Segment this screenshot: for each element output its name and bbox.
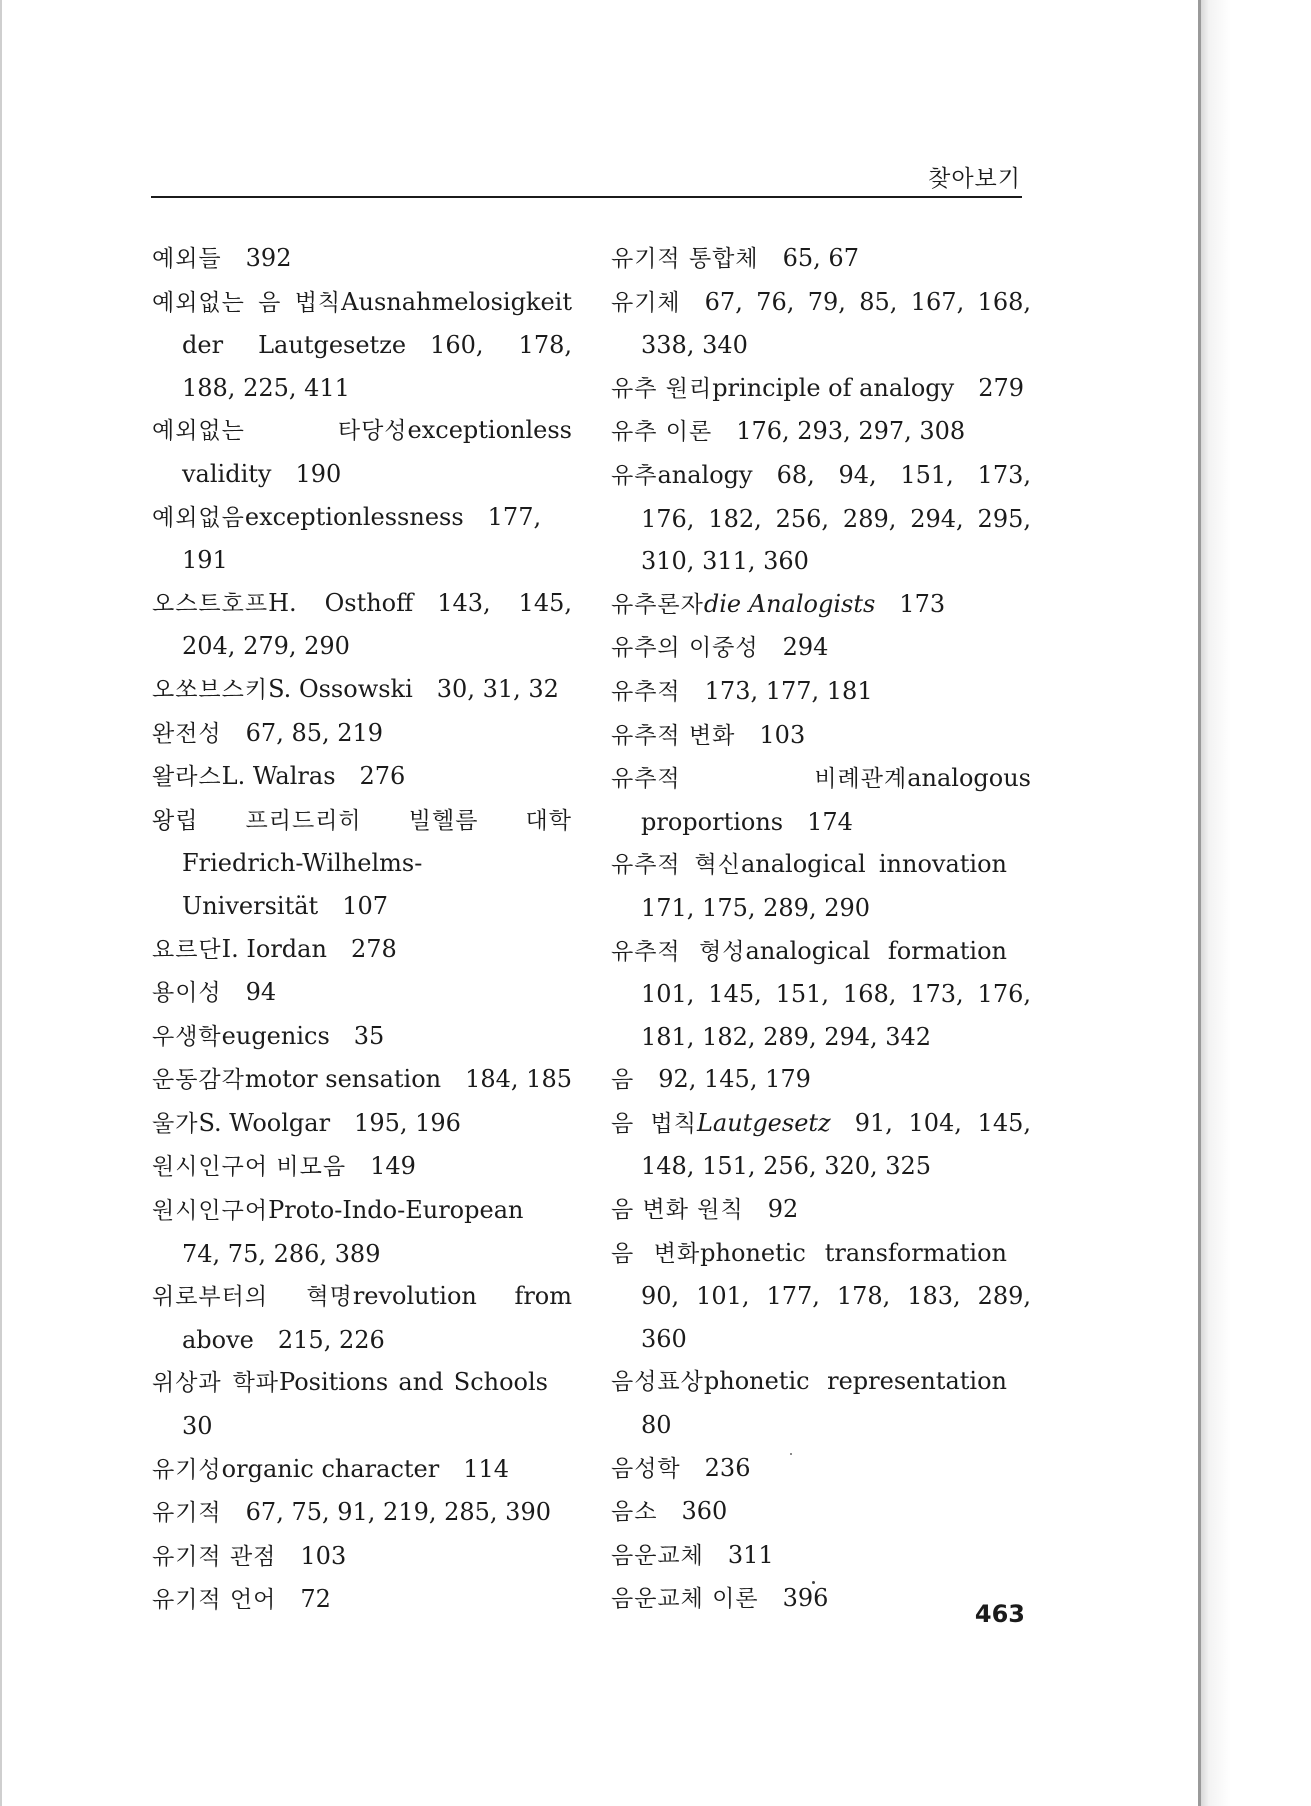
entry-page-refs: 30 xyxy=(182,1412,213,1441)
entry-korean-term: 음운교체 xyxy=(611,1542,704,1569)
entry-korean-term: 음 법칙 xyxy=(611,1110,697,1137)
entry-korean-term: 요르단 xyxy=(152,936,222,963)
entry-page-refs: 30, 31, 32 xyxy=(436,674,559,703)
entry-page-refs: 171, 175, 289, 290 xyxy=(641,893,871,922)
entry-korean-term: 예외없는 타당성 xyxy=(152,418,408,445)
entry-page-refs: 94 xyxy=(245,978,277,1007)
index-entry xyxy=(152,582,572,668)
entry-korean-term: 유추적 xyxy=(611,678,681,705)
entry-page-refs: 90, 101, 177, 178, 183, 289, 360 xyxy=(641,1282,1031,1353)
index-entry xyxy=(152,1448,572,1492)
index-entry xyxy=(152,1058,572,1102)
entry-korean-term: 음성표상 xyxy=(611,1369,704,1396)
entry-foreign-term: analogical innovation xyxy=(740,850,1007,879)
index-entry xyxy=(611,1490,1031,1534)
entry-korean-term: 유기적 언어 xyxy=(152,1587,277,1614)
index-entry xyxy=(152,799,572,928)
entry-foreign-term: L. Walras xyxy=(221,762,336,791)
entry-korean-term: 유추적 혁신 xyxy=(611,852,741,879)
entry-korean-term: 왕립 프리드리히 빌헬름 대학 xyxy=(152,807,572,834)
entry-page-refs: 177, 191 xyxy=(182,502,542,575)
entry-foreign-term: organic character xyxy=(221,1454,440,1483)
index-entry xyxy=(152,1491,572,1535)
entry-page-refs: 91, 104, 145, 148, 151, 256, 320, 325 xyxy=(641,1108,1031,1181)
index-entry xyxy=(611,1188,1031,1232)
index-entry xyxy=(611,1058,1031,1102)
index-entry xyxy=(152,409,572,495)
entry-korean-term: 음 변화 xyxy=(611,1240,701,1267)
entry-foreign-term: exceptionless validity xyxy=(182,416,572,488)
entry-page-refs: 67, 75, 91, 219, 285, 390 xyxy=(245,1498,551,1527)
entry-page-refs: 114 xyxy=(463,1454,510,1483)
entry-page-refs: 278 xyxy=(350,934,397,963)
entry-foreign-term: Ausnahmelosigkeit der Lautgesetze xyxy=(182,287,572,360)
entry-foreign-term: exceptionlessness xyxy=(244,502,464,531)
entry-korean-term: 음운교체 이론 xyxy=(611,1586,759,1613)
entry-foreign-term: principle of analogy xyxy=(712,373,955,402)
entry-page-refs: 74, 75, 286, 389 xyxy=(182,1239,381,1268)
entry-page-refs: 279 xyxy=(978,373,1025,402)
index-entry xyxy=(611,1360,1031,1446)
entry-korean-term: 위로부터의 혁명 xyxy=(152,1284,353,1311)
index-entry xyxy=(152,1145,572,1189)
index-entry xyxy=(611,454,1031,583)
entry-korean-term: 예외없음 xyxy=(152,504,245,531)
index-entry xyxy=(611,1447,1031,1491)
entry-korean-term: 우생학 xyxy=(152,1023,222,1050)
entry-korean-term: 원시인구어 비모음 xyxy=(152,1154,347,1181)
entry-page-refs: 67, 85, 219 xyxy=(245,718,384,747)
entry-page-refs: 215, 226 xyxy=(277,1325,385,1354)
entry-korean-term: 음 xyxy=(611,1067,635,1094)
entry-foreign-term: Positions and Schools xyxy=(279,1368,549,1397)
header-rule xyxy=(151,196,1022,198)
entry-page-refs: 173 xyxy=(899,589,946,618)
entry-foreign-term: revolution from above xyxy=(182,1282,573,1354)
index-entry xyxy=(611,367,1031,411)
entry-korean-term: 유기체 xyxy=(611,289,681,316)
entry-page-refs: 195, 196 xyxy=(354,1108,461,1137)
index-entry xyxy=(152,1102,572,1146)
index-entry xyxy=(152,281,572,410)
entry-korean-term: 음성학 xyxy=(611,1455,681,1482)
index-entry xyxy=(152,928,572,972)
index-entry xyxy=(152,237,572,281)
index-entry xyxy=(611,410,1031,454)
index-entry xyxy=(611,1232,1031,1361)
entry-page-refs: 176, 293, 297, 308 xyxy=(736,417,966,446)
scan-speck xyxy=(812,1581,815,1584)
index-entry xyxy=(611,930,1031,1059)
entry-page-refs: 103 xyxy=(759,720,806,749)
entry-korean-term: 유추론자 xyxy=(611,591,704,618)
entry-page-refs: 35 xyxy=(353,1021,385,1050)
entry-page-refs: 103 xyxy=(300,1541,347,1570)
entry-foreign-term: S. Ossowski xyxy=(268,674,413,703)
entry-korean-term: 예외없는 음 법칙 xyxy=(152,289,342,316)
entry-page-refs: 392 xyxy=(245,244,292,272)
index-entry xyxy=(611,583,1031,627)
index-entry xyxy=(152,755,572,799)
index-entry xyxy=(152,712,572,756)
entry-page-refs: 67, 76, 79, 85, 167, 168, 338, 340 xyxy=(641,287,1031,360)
entry-korean-term: 유추의 이중성 xyxy=(611,635,759,662)
entry-page-refs: 72 xyxy=(300,1585,331,1614)
entry-korean-term: 유추적 비례관계 xyxy=(611,766,908,793)
entry-page-refs: 184, 185 xyxy=(465,1065,572,1094)
entry-korean-term: 원시인구어 xyxy=(152,1198,269,1225)
entry-foreign-term: die Analogists xyxy=(703,589,876,618)
index-column-left xyxy=(152,237,572,1622)
entry-foreign-term: S. Woolgar xyxy=(198,1108,331,1137)
index-entry xyxy=(152,1578,572,1622)
entry-korean-term: 예외들 xyxy=(152,246,222,272)
entry-page-refs: 173, 177, 181 xyxy=(704,676,873,705)
entry-korean-term: 용이성 xyxy=(152,980,222,1007)
entry-korean-term: 완전성 xyxy=(152,720,222,747)
entry-korean-term: 유기적 통합체 xyxy=(611,246,759,272)
index-entry xyxy=(152,1275,572,1361)
entry-foreign-term: H. Osthoff xyxy=(268,588,414,617)
entry-page-refs: 149 xyxy=(370,1152,416,1181)
entry-page-refs: 68, 94, 151, 173, 176, 182, 256, 289, 294, 295, 310, 311, 360 xyxy=(641,460,1031,576)
entry-page-refs: 294 xyxy=(782,633,829,662)
entry-page-refs: 174 xyxy=(807,807,853,836)
entry-foreign-term: phonetic transformation xyxy=(700,1238,1007,1267)
entry-page-refs: 143, 145, 204, 279, 290 xyxy=(182,588,572,661)
entry-page-refs: 92 xyxy=(767,1195,799,1224)
index-entry xyxy=(611,757,1031,843)
entry-page-refs: 236 xyxy=(704,1453,751,1482)
index-entry xyxy=(611,1534,1031,1578)
entry-page-refs: 311 xyxy=(727,1540,774,1569)
entry-page-refs: 107 xyxy=(342,891,388,920)
entry-korean-term: 유추적 형성 xyxy=(611,938,746,965)
index-entry xyxy=(152,1015,572,1059)
page-shadow-strip xyxy=(1201,0,1311,1806)
entry-korean-term: 유기성 xyxy=(152,1456,222,1483)
entry-korean-term: 운동감각 xyxy=(152,1067,245,1094)
index-entry xyxy=(611,626,1031,670)
entry-foreign-term: eugenics xyxy=(221,1021,330,1050)
entry-korean-term: 오쏘브스키 xyxy=(152,676,269,703)
entry-korean-term: 음소 xyxy=(611,1499,658,1526)
index-entry xyxy=(152,1361,572,1447)
entry-foreign-term: Lautgesetz xyxy=(696,1108,831,1137)
entry-page-refs: 160, 178, 188, 225, 411 xyxy=(182,331,572,402)
index-entry xyxy=(152,1535,572,1579)
entry-korean-term: 유추 xyxy=(611,462,658,489)
entry-korean-term: 음 변화 원칙 xyxy=(611,1197,744,1224)
index-column-right xyxy=(611,237,1031,1621)
entry-foreign-term: Proto-Indo-European xyxy=(268,1196,524,1225)
entry-korean-term: 위상과 학파 xyxy=(152,1370,280,1397)
entry-korean-term: 유기적 xyxy=(152,1500,222,1527)
entry-page-refs: 80 xyxy=(641,1411,672,1440)
index-entry xyxy=(611,1577,1031,1621)
entry-page-refs: 101, 145, 151, 168, 173, 176, 181, 182, 289, 294, 342 xyxy=(641,980,1031,1051)
index-entry xyxy=(611,670,1031,714)
entry-korean-term: 유추적 변화 xyxy=(611,722,736,749)
index-entry xyxy=(611,1102,1031,1188)
entry-page-refs: 65, 67 xyxy=(782,244,859,272)
entry-foreign-term: phonetic representation xyxy=(703,1367,1007,1396)
entry-page-refs: 276 xyxy=(359,762,406,791)
entry-page-refs: 396 xyxy=(782,1584,829,1613)
entry-foreign-term: analogical formation xyxy=(745,936,1008,965)
index-entry xyxy=(152,668,572,712)
entry-korean-term: 유기적 관점 xyxy=(152,1543,277,1570)
page-number: 463 xyxy=(974,1600,1025,1628)
entry-foreign-term: analogy xyxy=(657,460,753,489)
entry-korean-term: 울가 xyxy=(152,1110,199,1137)
index-entry xyxy=(611,714,1031,758)
entry-foreign-term: I. Iordan xyxy=(221,934,327,963)
entry-korean-term: 왈라스 xyxy=(152,764,222,791)
index-entry xyxy=(152,496,572,582)
index-entry xyxy=(611,237,1031,281)
entry-foreign-term: Friedrich-Wilhelms-Universität xyxy=(182,849,423,920)
index-entry xyxy=(152,971,572,1015)
entry-foreign-term: analogous proportions xyxy=(641,764,1031,836)
entry-foreign-term: motor sensation xyxy=(244,1065,442,1094)
index-entry xyxy=(611,843,1031,929)
entry-korean-term: 오스트호프 xyxy=(152,590,269,617)
scan-speck xyxy=(790,1453,792,1455)
running-head: 찾아보기 xyxy=(928,166,1021,192)
index-entry xyxy=(611,281,1031,367)
entry-korean-term: 유추 이론 xyxy=(611,419,713,446)
entry-page-refs: 190 xyxy=(295,459,342,488)
entry-page-refs: 92, 145, 179 xyxy=(658,1065,811,1094)
entry-korean-term: 유추 원리 xyxy=(611,375,713,402)
index-entry xyxy=(152,1189,572,1275)
entry-page-refs: 360 xyxy=(681,1497,728,1526)
